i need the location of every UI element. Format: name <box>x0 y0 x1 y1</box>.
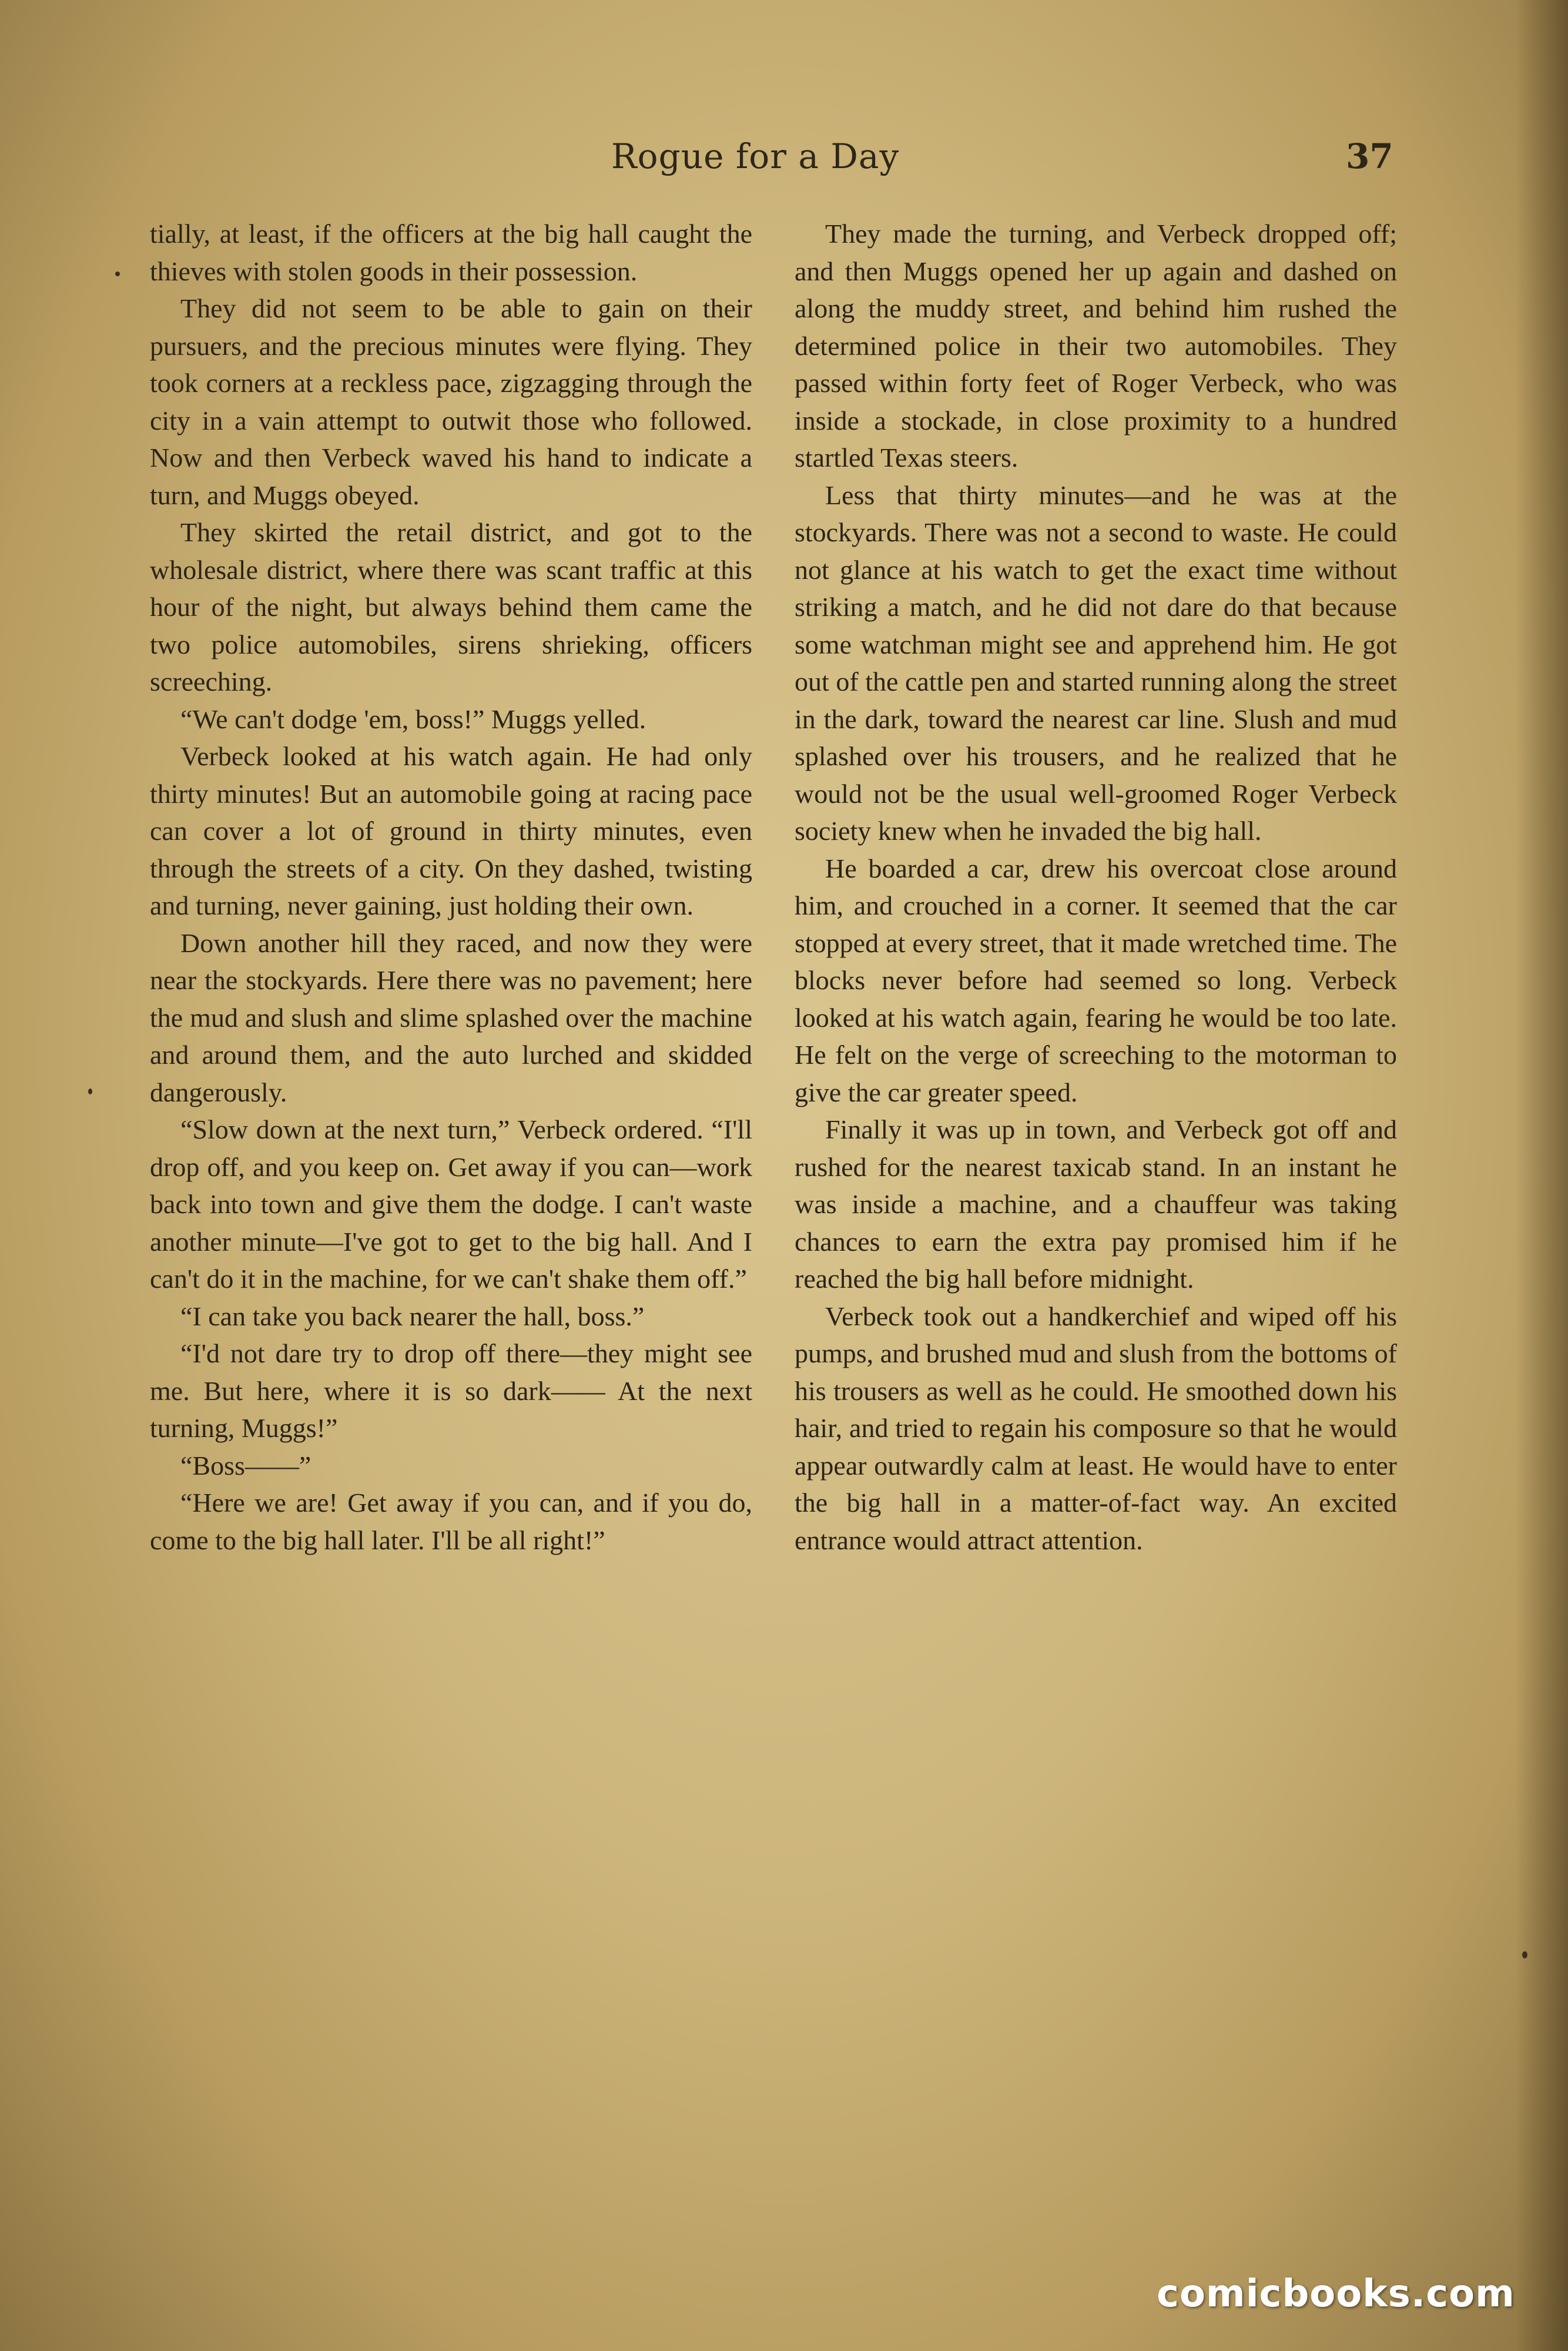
paper-speck <box>1522 1951 1527 1958</box>
paragraph: Down another hill they raced, and now they were near the stockyards. Here there was no pavement; here the mud and slush and slime splashed over the machine and around them, and the auto lurched and skidded dangerously. <box>150 927 752 1107</box>
paragraph: Finally it was up in town, and Verbeck got off and rushed for the nearest taxicab stand. In an instant he was inside a machine, and a chauffeur was taking chances to earn the extra pay promised him if he reached the big hall before midnight. <box>795 1114 1397 1294</box>
paragraph: He boarded a car, drew his overcoat close around him, and crouched in a corner. It seemed that the car stopped at every street, that it made wretched time. The blocks never before had seemed so long. Verbeck looked at his watch again, fearing he would be too late. He felt on the verge of screeching to the motorman to give the car greater speed. <box>795 853 1397 1107</box>
paper-speck <box>88 1089 92 1094</box>
paragraph: Verbeck took out a handkerchief and wiped off his pumps, and brushed mud and slush from the bottoms of his trousers as well as he could. He smoothed down his hair, and tried to regain his composure so that he would appear outwardly calm at least. He would have to enter the big hall in a matter-of-fact way. An excited entrance would attract attention. <box>795 1301 1397 1555</box>
paragraph: “Here we are! Get away if you can, and if you do, come to the big hall later. I'll be all right!” <box>150 1488 752 1555</box>
page-edge-shadow <box>1515 0 1568 2351</box>
paragraph: They made the turning, and Verbeck dropped off; and then Muggs opened her up again and dashed on along the muddy street, and behind him rushed the determined police in their two automobiles. They passed within forty feet of Roger Verbeck, who was inside a stockade, in close proximity to a hundred startled Texas steers. <box>795 219 1397 473</box>
paragraph: “We can't dodge 'em, boss!” Muggs yelled. <box>180 704 646 734</box>
paragraph: “Slow down at the next turn,” Verbeck ordered. “I'll drop off, and you keep on. Get away if you can—work back into town and give them the dodge. I can't waste another minute—I've got to get to the big hall. And I can't do it in the machine, for we can't shake them off.” <box>150 1114 752 1294</box>
running-header-title: Rogue for a Day <box>611 136 900 176</box>
paragraph: Verbeck looked at his watch again. He had only thirty minutes! But an automobile going at racing pace can cover a lot of ground in thirty minutes, even through the streets of a city. On they dashed, twisting and turning, never gaining, just holding their own. <box>150 741 752 920</box>
right-column <box>795 215 1397 1559</box>
paragraph: “I can take you back nearer the hall, boss.” <box>180 1301 645 1331</box>
paragraph: They skirted the retail district, and got to the wholesale district, where there was scant traffic at this hour of the night, but always behind them came the two police automobiles, sirens shrieking, officers screeching. <box>150 517 752 696</box>
paragraph: “Boss——” <box>180 1450 311 1481</box>
paragraph: They did not seem to be able to gain on their pursuers, and the precious minutes were flying. They took corners at a reckless pace, zigzagging through the city in a vain attempt to outwit those who followed. Now and then Verbeck waved his hand to indicate a turn, and Muggs obeyed. <box>150 293 752 510</box>
watermark-text: comicbooks.com <box>1157 2272 1515 2316</box>
paragraph: Less that thirty minutes—and he was at the stockyards. There was not a second to waste. He could not glance at his watch to get the exact time without striking a match, and he did not dare do that because some watchman might see and apprehend him. He got out of the cattle pen and started running along the street in the dark, toward the nearest car line. Slush and mud splashed over his trousers, and he realized that he would not be the usual well-groomed Roger Verbeck society knew when he invaded the big hall. <box>795 480 1397 846</box>
paper-speck <box>115 272 120 276</box>
paragraph: tially, at least, if the officers at the big hall caught the thieves with stolen goods in their possession. <box>150 219 752 286</box>
page-number: 37 <box>1346 136 1393 176</box>
left-column <box>150 215 752 1559</box>
paragraph: “I'd not dare try to drop off there—they might see me. But here, where it is so dark—— At the next turning, Muggs!” <box>150 1338 752 1443</box>
